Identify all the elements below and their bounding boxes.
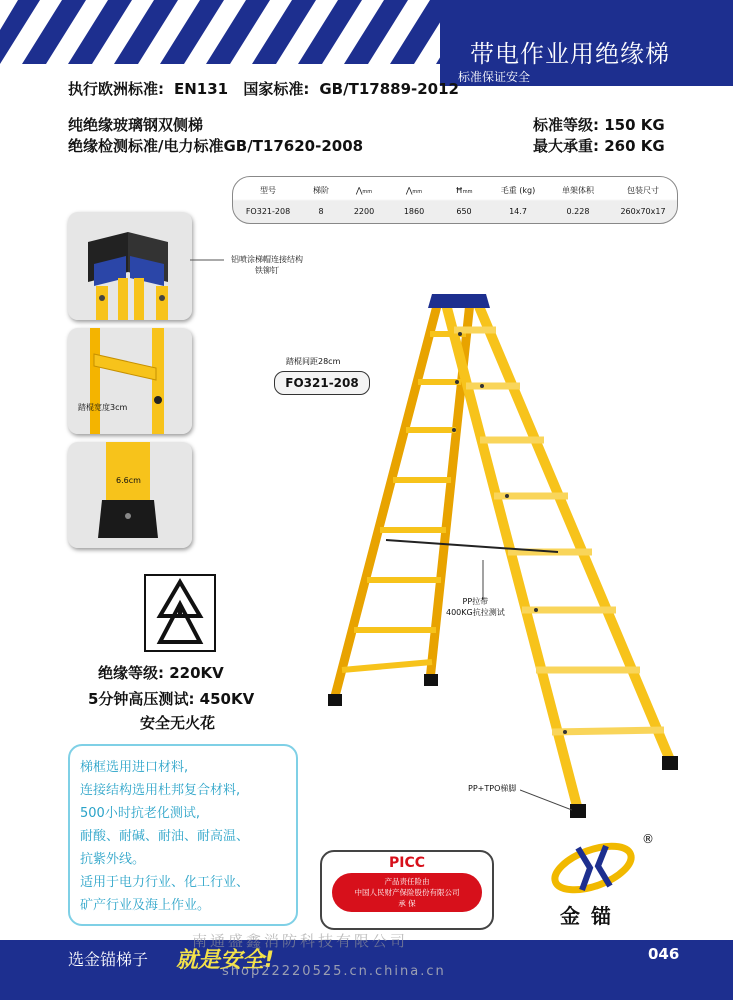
spec-header-volume: 单架体积	[562, 185, 594, 195]
rail-size-label: 6.6cm	[116, 476, 141, 485]
spec-cell: 2200	[353, 206, 375, 216]
spec-header-height: ⋀mm	[355, 185, 373, 195]
double-triangle-icon	[146, 576, 214, 650]
product-name: 纯绝缘玻璃钢双侧梯	[68, 116, 204, 134]
picc-line3: 承 保	[398, 899, 416, 908]
feature-line: 适用于电力行业、化工行业、	[80, 875, 250, 890]
callout-line-cap	[190, 258, 224, 262]
strap-test-label: 400KG抗拉测试	[446, 608, 505, 617]
spec-header-weight: 毛重 (kg)	[500, 185, 536, 195]
insulation-grade: 绝缘等级: 220KV	[98, 664, 224, 682]
spec-header-package: 包装尺寸	[627, 185, 659, 195]
photo-ladder-cap	[68, 212, 192, 320]
feet-label: PP+TPO梯脚	[468, 784, 517, 793]
eu-standard-label: 执行欧洲标准:	[68, 80, 164, 98]
watermark-company: 南通盛鑫消防科技有限公司	[192, 932, 409, 950]
feet-callout-line	[520, 788, 572, 812]
cn-standard-label: 国家标准:	[243, 80, 310, 98]
feature-line: 矿产行业及海上作业。	[80, 898, 211, 913]
page-title: 带电作业用绝缘梯	[470, 40, 670, 68]
standards-line	[68, 78, 469, 99]
high-voltage-test: 5分钟高压测试: 450KV	[88, 690, 255, 708]
feature-line: 500小时抗老化测试,	[80, 806, 200, 821]
cn-standard-value: GB/T17889-2012	[319, 80, 459, 98]
picc-line2: 中国人民财产保险股份有限公司	[354, 888, 460, 897]
spec-header-row	[233, 180, 677, 200]
callout-cap-label: 铝喷涂梯帽连接结构	[231, 255, 303, 264]
spec-table	[232, 176, 678, 224]
spec-header-width: Ħmm	[455, 185, 473, 195]
ladder-standing-icon: ⋀	[405, 185, 413, 195]
ladder-width-icon: Ħ	[455, 185, 463, 195]
feature-line: 耐酸、耐碱、耐油、耐高温、	[80, 829, 250, 844]
brand-logo-icon	[548, 838, 638, 898]
strap-callout	[446, 596, 505, 618]
spec-cell: 260x70x17	[620, 206, 666, 216]
rung-spacing-label: 踏棍间距28cm	[286, 357, 341, 366]
eu-standard-value: EN131	[174, 80, 229, 98]
spec-cell: 0.228	[566, 206, 590, 216]
safe-no-spark: 安全无火花	[140, 714, 216, 732]
insulation-symbol	[144, 574, 216, 652]
header-stripes	[0, 0, 470, 64]
spec-cell: 8	[318, 206, 324, 216]
spec-header-standing: ⋀mm	[405, 185, 423, 195]
footer-tagline: 选金锚梯子	[68, 950, 149, 969]
features-box	[68, 744, 298, 926]
spec-cell: 650	[456, 206, 472, 216]
rung-width-label: 踏棍宽度3cm	[78, 403, 128, 412]
strap-callout-line	[478, 560, 488, 600]
max-load: 最大承重: 260 KG	[533, 137, 665, 155]
picc-line1: 产品责任险由	[384, 877, 430, 886]
feature-line: 抗紫外线。	[80, 852, 146, 867]
picc-badge	[320, 850, 494, 930]
strap-label: PP拉带	[462, 597, 489, 606]
spec-cell: 1860	[403, 206, 425, 216]
spec-cell: 14.7	[509, 206, 527, 216]
spec-cell: FO321-208	[245, 206, 291, 216]
brand-name: 金 锚	[560, 904, 613, 928]
photo-rung	[68, 328, 192, 434]
model-tag: FO321-208	[274, 371, 370, 395]
ladder-height-icon: ⋀	[355, 185, 363, 195]
spec-header-steps: 梯阶	[313, 185, 329, 195]
product-standard: 绝缘检测标准/电力标准GB/T17620-2008	[68, 137, 364, 155]
feature-line: 梯框选用进口材料,	[80, 760, 189, 775]
ladder-illustration	[320, 290, 700, 830]
watermark-url: shop22220525.cn.china.cn	[222, 964, 446, 979]
spec-header-model: 型号	[260, 185, 276, 195]
picc-logo-text: PICC	[388, 855, 426, 871]
registered-mark: ®	[642, 832, 654, 846]
spec-data-row	[233, 201, 677, 221]
standard-grade: 标准等级: 150 KG	[533, 116, 665, 134]
feature-line: 连接结构选用杜邦复合材料,	[80, 783, 241, 798]
callout-cap	[222, 254, 312, 276]
footer-slogan: 就是安全!	[176, 948, 275, 973]
page-number: 046	[648, 945, 680, 963]
photo-foot	[68, 442, 192, 548]
callout-rivet-label: 铁铆钉	[255, 266, 279, 275]
page-subtitle: 标准保证安全	[458, 70, 531, 84]
